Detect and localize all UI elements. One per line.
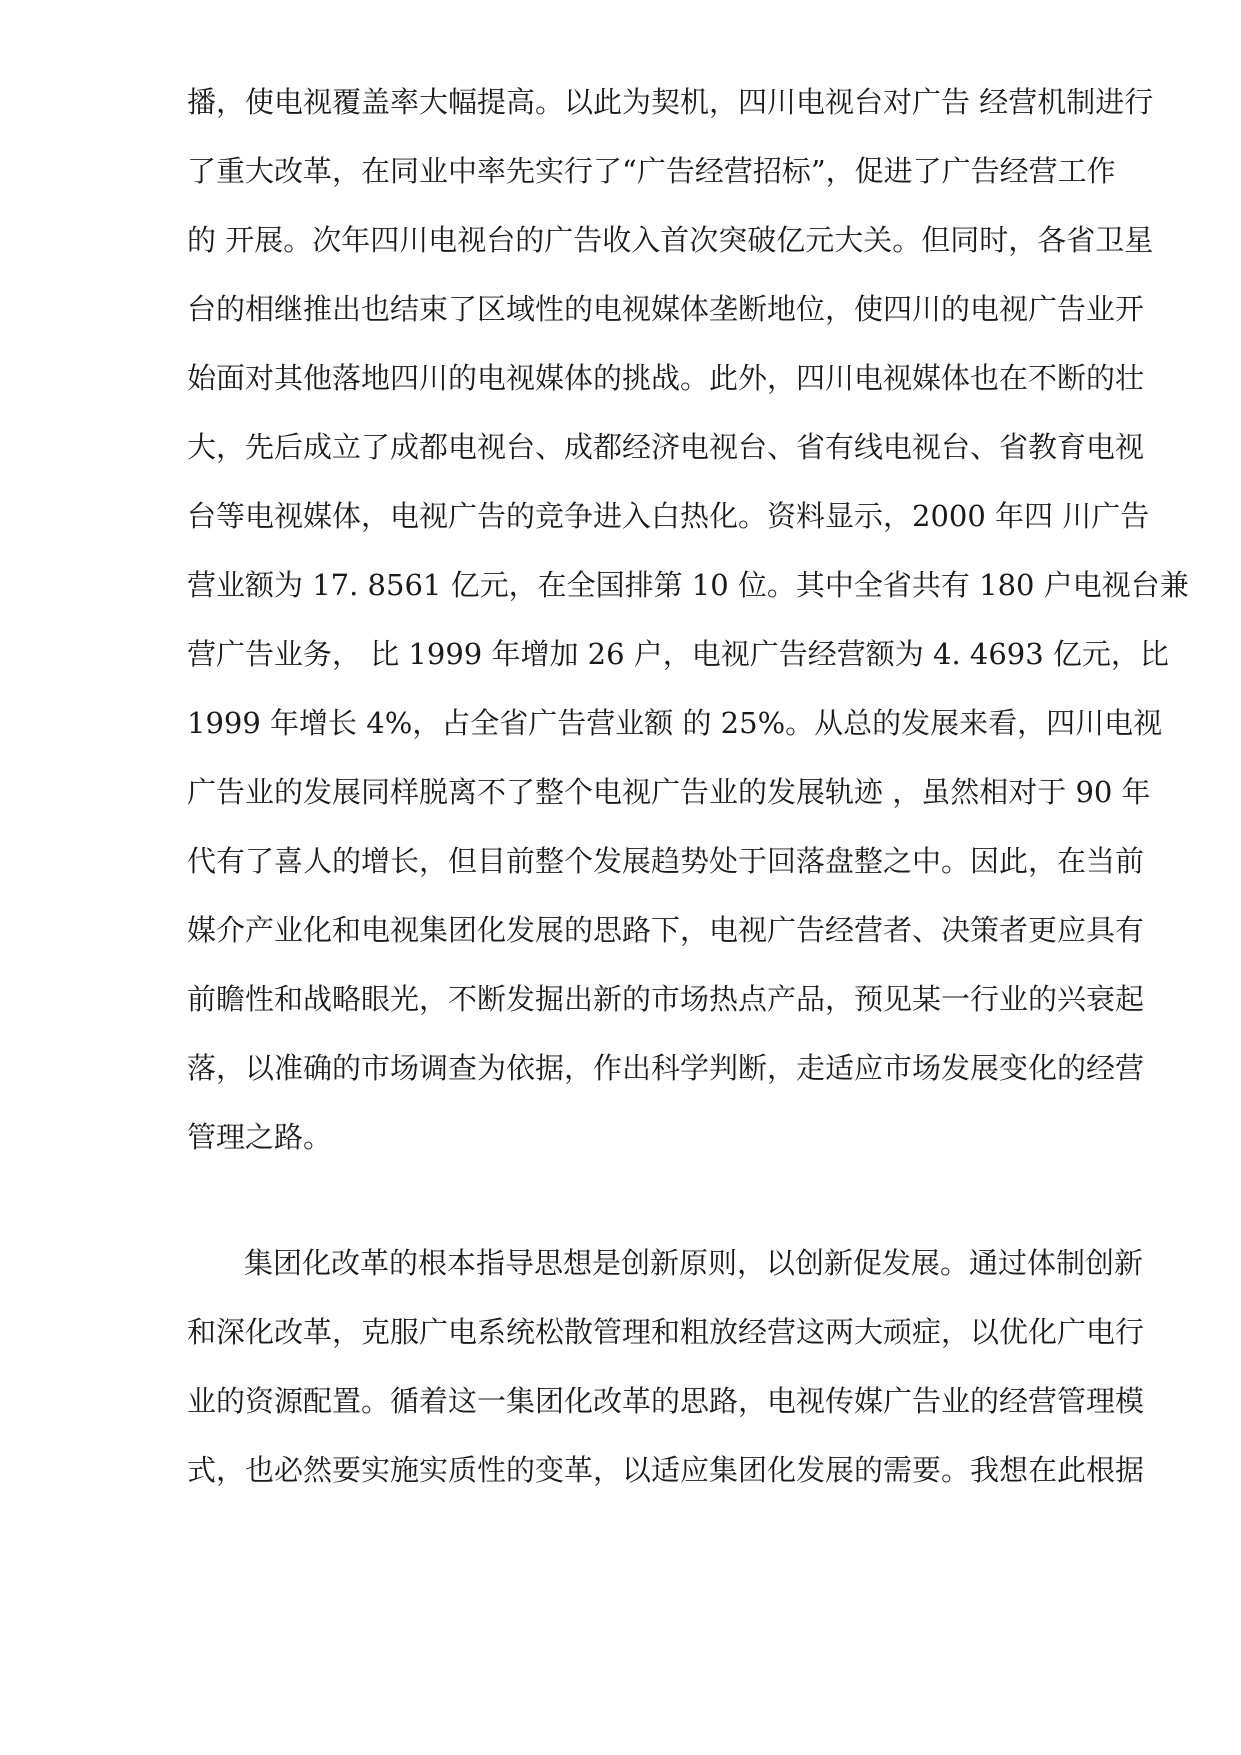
paragraph-1-line-5: 始面对其他落地四川的电视媒体的挑战。此外，四川电视媒体也在不断的壮	[187, 361, 1145, 395]
paragraph-1-line-1: 播，使电视覆盖率大幅提高。以此为契机，四川电视台对广告 经营机制进行	[187, 85, 1154, 119]
paragraph-2-line-4: 式，也必然要实施实质性的变革，以适应集团化发展的需要。我想在此根据	[187, 1453, 1145, 1487]
paragraph-1-line-6: 大，先后成立了成都电视台、成都经济电视台、省有线电视台、省教育电视	[187, 430, 1145, 464]
paragraph-2-line-2: 和深化改革，克服广电系统松散管理和粗放经营这两大顽症，以优化广电行	[187, 1315, 1145, 1349]
paragraph-1-line-7: 台等电视媒体，电视广告的竞争进入白热化。资料显示，2000 年四 川广告	[187, 499, 1150, 533]
paragraph-1-line-16: 管理之路。	[187, 1120, 333, 1154]
paragraph-1-line-4: 台的相继推出也结束了区域性的电视媒体垄断地位，使四川的电视广告业开	[187, 292, 1145, 326]
paragraph-1-line-3: 的 开展。次年四川电视台的广告收入首次突破亿元大关。但同时，各省卫星	[187, 223, 1154, 257]
paragraph-1-line-15: 落，以准确的市场调查为依据，作出科学判断，走适应市场发展变化的经营	[187, 1051, 1145, 1085]
paragraph-1-line-14: 前瞻性和战略眼光，不断发掘出新的市场热点产品，预见某一行业的兴衰起	[187, 982, 1145, 1016]
paragraph-1-line-2: 了重大改革，在同业中率先实行了“广告经营招标”，促进了广告经营工作	[187, 154, 1116, 188]
paragraph-1-line-11: 广告业的发展同样脱离不了整个电视广告业的发展轨迹 ，虽然相对于 90 年	[187, 775, 1151, 809]
paragraph-1-line-12: 代有了喜人的增长，但目前整个发展趋势处于回落盘整之中。因此，在当前	[187, 844, 1145, 878]
paragraph-2-line-1: 集团化改革的根本指导思想是创新原则，以创新促发展。通过体制创新	[244, 1246, 1144, 1280]
paragraph-1-line-8: 营业额为 17. 8561 亿元，在全国排第 10 位。其中全省共有 180 户电视台兼	[187, 568, 1189, 602]
paragraph-1-line-13: 媒介产业化和电视集团化发展的思路下，电视广告经营者、决策者更应具有	[187, 913, 1145, 947]
paragraph-2-line-3: 业的资源配置。循着这一集团化改革的思路，电视传媒广告业的经营管理模	[187, 1384, 1145, 1418]
paragraph-1-line-9: 营广告业务， 比 1999 年增加 26 户，电视广告经营额为 4. 4693 亿元，比	[187, 637, 1169, 671]
paragraph-1-line-10: 1999 年增长 4%，占全省广告营业额 的 25%。从总的发展来看，四川电视	[187, 706, 1163, 740]
